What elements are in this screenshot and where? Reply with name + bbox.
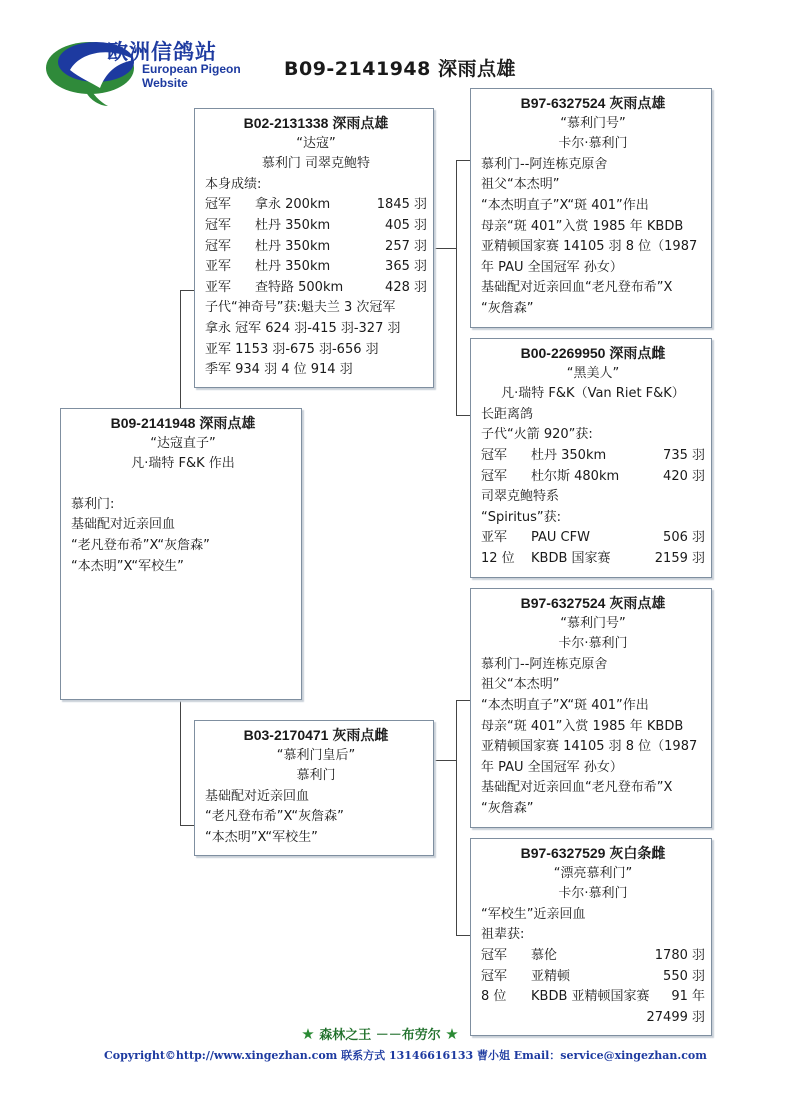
text-line: 亚精顿国家赛 14105 羽 8 位（1987 — [481, 739, 698, 755]
text-line: 司翠克鲍特系 — [481, 489, 560, 505]
result-row: 冠军 杜丹 350km 257 羽 — [205, 238, 427, 254]
connector-line — [456, 415, 470, 416]
breeder: 凡·瑞特 F&K（Van Riet F&K） — [501, 386, 685, 402]
connector-line — [434, 248, 456, 249]
dam-card — [194, 720, 434, 856]
connector-line — [456, 160, 470, 161]
text-line: 慕利门--阿连栋克原舍 — [481, 156, 608, 172]
ring-number: B97-6327529 灰白条雌 — [520, 845, 666, 861]
pigeon-name: “慕利门号” — [560, 115, 626, 131]
dam-sire-card — [470, 588, 712, 828]
text-line: 27499 羽 — [646, 1009, 705, 1025]
connector-line — [180, 290, 194, 291]
text-line: 长距离鸽 — [481, 406, 534, 422]
sire-dam-card — [470, 338, 712, 578]
result-row: 冠军 拿永 200km 1845 羽 — [205, 197, 427, 213]
text-line: “老凡登布希”X“灰詹森” — [71, 537, 210, 553]
pigeon-name: “达寇” — [296, 135, 336, 151]
result-row: 冠军 慕伦 1780 羽 — [481, 947, 705, 963]
text-line: 子代“神奇号”获:魁夫兰 3 次冠军 — [205, 300, 396, 316]
text-line: 祖父“本杰明” — [481, 677, 560, 693]
text-line: 母亲“斑 401”入赏 1985 年 KBDB — [481, 718, 684, 734]
text-line: 基础配对近亲回血“老凡登布希”X — [481, 780, 673, 796]
text-line: 子代“火箭 920”获: — [481, 427, 593, 443]
text-line: 基础配对近亲回血 — [205, 788, 310, 804]
text-line: 慕利门--阿连栋克原舍 — [481, 656, 608, 672]
footer-copyright: Copyright©http://www.xingezhan.com 联系方式 13146616133 曹小姐 Email：service@xingezhan.com — [104, 1049, 707, 1062]
text-line: 基础配对近亲回血 — [71, 517, 176, 533]
result-row: 亚军 杜丹 350km 365 羽 — [205, 259, 427, 275]
result-row: 12 位 KBDB 国家赛 2159 羽 — [481, 550, 705, 566]
logo-english-line1: European Pigeon — [142, 62, 241, 76]
connector-line — [456, 935, 470, 936]
ring-number: B02-2131338 深雨点雄 — [243, 115, 389, 131]
sire-card — [194, 108, 434, 388]
breeder: 卡尔·慕利门 — [558, 886, 628, 902]
text-line: 年 PAU 全国冠军 孙女） — [481, 259, 623, 275]
text-line: 基础配对近亲回血“老凡登布希”X — [481, 280, 673, 296]
result-row: 冠军 杜丹 350km 735 羽 — [481, 447, 705, 463]
breeder: 卡尔·慕利门 — [558, 636, 628, 652]
footer-motto — [0, 1024, 760, 1043]
text-line: 母亲“斑 401”入赏 1985 年 KBDB — [481, 218, 684, 234]
motto-text: 森林之王 －－布劳尔 — [319, 1028, 441, 1043]
ring-number: B09-2141948 深雨点雄 — [110, 415, 256, 431]
result-row: 冠军 杜尔斯 480km 420 羽 — [481, 468, 705, 484]
results-label: 本身成绩: — [205, 176, 262, 192]
connector-line — [456, 700, 470, 701]
star-icon: ★ — [301, 1025, 315, 1043]
ring-number: B97-6327524 灰雨点雄 — [520, 595, 666, 611]
breeder: 慕利门 司翠克鲍特 — [261, 156, 371, 172]
text-line: 拿永 冠军 624 羽-415 羽-327 羽 — [205, 320, 401, 336]
connector-line — [456, 160, 457, 415]
ring-number: B00-2269950 深雨点雌 — [520, 345, 666, 361]
pigeon-name: “慕利门号” — [560, 615, 626, 631]
text-line: “老凡登布希”X“灰詹森” — [205, 809, 344, 825]
connector-line — [434, 760, 456, 761]
text-line: 亚精顿国家赛 14105 羽 8 位（1987 — [481, 239, 698, 255]
text-line: “军校生”近亲回血 — [481, 906, 586, 922]
result-row: 亚军 查特路 500km 428 羽 — [205, 279, 427, 295]
text-line: “灰詹森” — [481, 300, 534, 316]
sire-sire-card — [470, 88, 712, 328]
text-line: 年 PAU 全国冠军 孙女） — [481, 759, 623, 775]
logo-english-line2: Website — [142, 76, 188, 90]
text-line: “本杰明”X“军校生” — [205, 829, 318, 845]
pigeon-name: “漂亮慕利门” — [553, 865, 633, 881]
connector-line — [180, 290, 181, 408]
breeder: 卡尔·慕利门 — [558, 136, 628, 152]
text-line: “Spiritus”获: — [481, 509, 562, 525]
logo-chinese-text: 欧洲信鸽站 — [107, 40, 217, 64]
pigeon-name: “达寇直子” — [150, 435, 216, 451]
text-line: 祖父“本杰明” — [481, 177, 560, 193]
text-line: 祖辈获: — [481, 927, 525, 943]
pigeon-name: “慕利门皇后” — [276, 747, 356, 763]
result-row: 冠军 亚精顿 550 羽 — [481, 968, 705, 984]
result-row: 亚军 PAU CFW 506 羽 — [481, 530, 705, 546]
text-line: “本杰明直子”X“斑 401”作出 — [481, 197, 649, 213]
star-icon: ★ — [445, 1025, 459, 1043]
text-line: “本杰明直子”X“斑 401”作出 — [481, 697, 649, 713]
breeder: 凡·瑞特 F&K 作出 — [131, 456, 235, 472]
ring-number: B03-2170471 灰雨点雌 — [243, 727, 389, 743]
page-title: B09-2141948 深雨点雄 — [284, 58, 516, 80]
connector-line — [180, 825, 194, 826]
subject-pigeon-card — [60, 408, 302, 700]
ring-number: B97-6327524 灰雨点雄 — [520, 95, 666, 111]
text-line: “灰詹森” — [481, 800, 534, 816]
pigeon-name: “黑美人” — [566, 365, 620, 381]
text-line: 慕利门: — [71, 496, 115, 512]
dam-dam-card — [470, 838, 712, 1036]
connector-line — [180, 700, 181, 825]
connector-line — [456, 700, 457, 935]
result-row: 8 位 KBDB 亚精顿国家赛 91 年 — [481, 989, 705, 1005]
breeder: 慕利门 — [296, 768, 336, 784]
text-line: “本杰明”X“军校生” — [71, 558, 184, 574]
text-line: 亚军 1153 羽-675 羽-656 羽 — [205, 341, 379, 357]
result-row: 冠军 杜丹 350km 405 羽 — [205, 217, 427, 233]
text-line: 季军 934 羽 4 位 914 羽 — [205, 362, 353, 378]
